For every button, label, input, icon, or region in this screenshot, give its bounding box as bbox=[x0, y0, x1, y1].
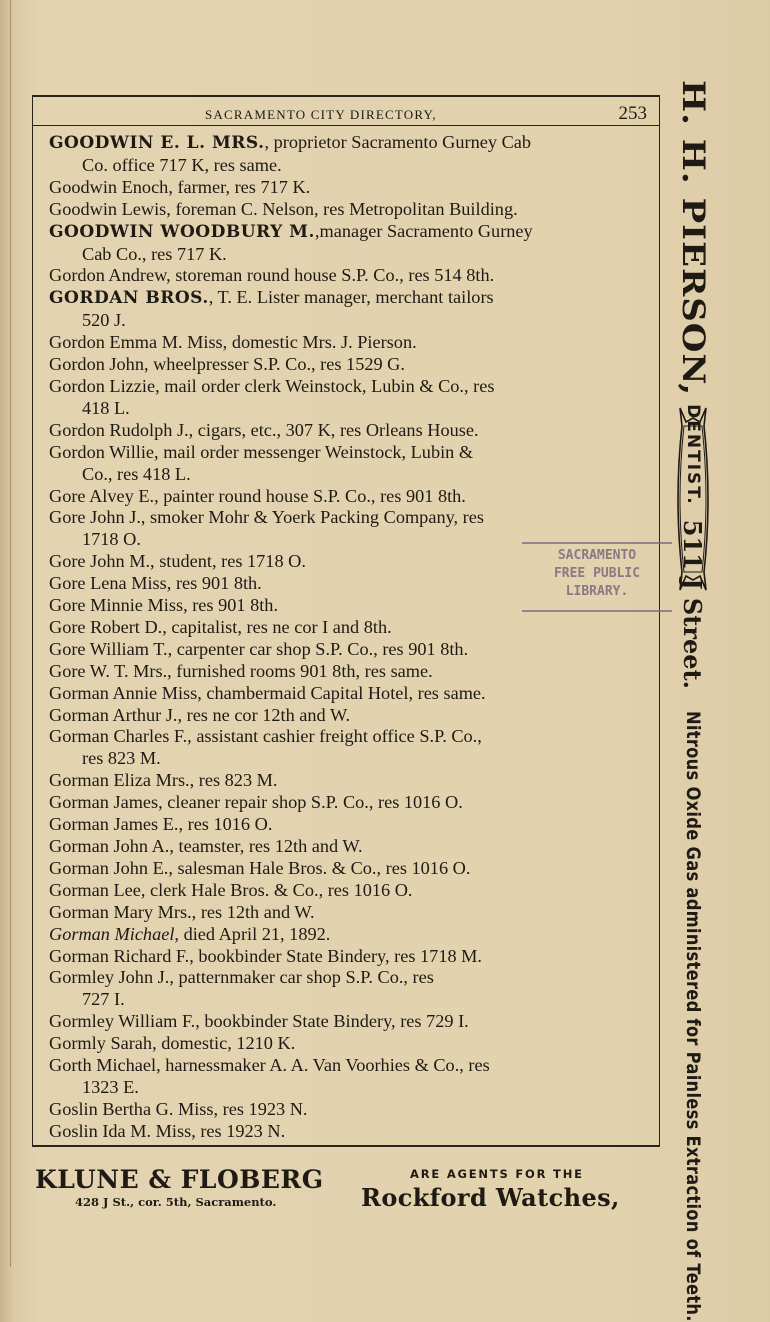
directory-entry bbox=[49, 705, 647, 727]
entry-name: Gordon John bbox=[49, 354, 144, 375]
entry-name: Goodwin Lewis bbox=[49, 198, 167, 219]
entry-continuation: 418 L. bbox=[82, 397, 130, 418]
entry-name: Gorman Richard F. bbox=[49, 945, 190, 966]
entry-details: , painter round house S.P. Co., res 901 8th. bbox=[154, 485, 466, 506]
entry-name: Gore John M. bbox=[49, 551, 151, 572]
entry-details: , res 901 8th. bbox=[166, 573, 262, 594]
entry-details: , res 901 8th. bbox=[183, 595, 279, 616]
directory-entry bbox=[49, 924, 647, 946]
entry-details: ,manager Sacramento Gurney bbox=[314, 220, 533, 241]
entry-details: , res 1923 N. bbox=[213, 1098, 308, 1119]
page-edge bbox=[10, 0, 11, 1267]
ad-firm-address: 428 J St., cor. 5th, Sacramento. bbox=[75, 1195, 277, 1209]
entry-details: , farmer, res 717 K. bbox=[168, 176, 311, 197]
entry-continuation: Co. office 717 K, res same. bbox=[82, 154, 282, 175]
entry-details: , res 823 M. bbox=[189, 770, 278, 791]
directory-entry bbox=[49, 1055, 647, 1099]
entry-details: , foreman C. Nelson, res Metropolitan Building. bbox=[166, 198, 518, 219]
entry-name: Goodwin Enoch bbox=[49, 176, 169, 197]
entry-details: , died April 21, 1892. bbox=[174, 923, 331, 944]
directory-entry bbox=[49, 683, 647, 705]
directory-entry bbox=[49, 199, 647, 221]
directory-entry bbox=[49, 814, 647, 836]
entry-name: Goslin Ida M. Miss bbox=[49, 1120, 192, 1141]
entry-name: Gore William T. bbox=[49, 638, 168, 659]
entry-name: GORDAN BROS. bbox=[49, 288, 209, 309]
entry-details: , furnished rooms 901 8th, res same. bbox=[167, 660, 433, 681]
entry-details: , res 1923 N. bbox=[191, 1120, 286, 1141]
entry-name: Gordon Andrew bbox=[49, 265, 167, 286]
entry-continuation: 1323 E. bbox=[82, 1076, 139, 1097]
page-title: SACRAMENTO CITY DIRECTORY, bbox=[205, 107, 437, 122]
directory-entry bbox=[49, 792, 647, 814]
directory-entry bbox=[49, 376, 647, 420]
stamp-line: FREE PUBLIC bbox=[553, 566, 641, 581]
banner-text: DENTIST. bbox=[683, 404, 703, 506]
entry-details: , assistant cashier freight office S.P. Co., bbox=[187, 726, 482, 747]
dentist-banner bbox=[676, 404, 710, 506]
bottom-advertisement bbox=[35, 1163, 675, 1223]
directory-entry bbox=[49, 946, 647, 968]
entry-details: , res ne cor 12th and W. bbox=[177, 704, 351, 725]
entry-details: , T. E. Lister manager, merchant tailors bbox=[208, 287, 494, 308]
entry-details: , student, res 1718 O. bbox=[150, 551, 306, 572]
entry-name: Gorman Mary Mrs. bbox=[49, 901, 192, 922]
entry-details: , proprietor Sacramento Gurney Cab bbox=[264, 132, 532, 152]
entry-details: , chambermaid Capital Hotel, res same. bbox=[197, 682, 486, 703]
entry-name: Gordon Emma M. Miss bbox=[49, 332, 223, 353]
entry-name: Gorman Michael bbox=[49, 923, 175, 944]
directory-entry bbox=[49, 177, 647, 199]
directory-entry bbox=[49, 858, 647, 880]
entry-details: , cigars, etc., 307 K, res Orleans House. bbox=[188, 419, 479, 440]
entry-name: Goslin Bertha G. Miss bbox=[49, 1098, 214, 1119]
entry-details: , wheelpresser S.P. Co., res 1529 G. bbox=[143, 354, 405, 375]
directory-entry bbox=[49, 880, 647, 902]
stamp-line: SACRAMENTO bbox=[557, 548, 637, 563]
directory-entry bbox=[49, 1099, 647, 1121]
entry-name: Gore Robert D. bbox=[49, 616, 163, 637]
entry-details: , res 12th and W. bbox=[191, 901, 315, 922]
ad-firm-name: KLUNE & FLOBERG bbox=[35, 1165, 324, 1194]
entry-name: Gorman John A. bbox=[49, 836, 170, 856]
directory-entry bbox=[49, 287, 647, 332]
entry-name: Gorman Annie Miss bbox=[49, 682, 198, 703]
library-stamp bbox=[522, 542, 672, 612]
directory-entry bbox=[49, 1011, 647, 1033]
entry-name: GOODWIN WOODBURY M. bbox=[49, 221, 315, 242]
entry-name: Gore Lena Miss bbox=[49, 573, 167, 594]
entry-details: , mail order messenger Weinstock, Lubin & bbox=[154, 441, 474, 462]
directory-entry bbox=[49, 726, 647, 770]
entry-name: Gore W. T. Mrs. bbox=[49, 660, 168, 681]
entry-name: Gordon Willie bbox=[49, 441, 155, 462]
page-number: 253 bbox=[618, 103, 647, 124]
entry-continuation: Cab Co., res 717 K. bbox=[82, 243, 227, 264]
entry-name: Gormly Sarah bbox=[49, 1033, 153, 1054]
entry-details: , smoker Mohr & Yoerk Packing Company, res bbox=[140, 507, 484, 528]
entry-details: , bookbinder State Bindery, res 1718 M. bbox=[189, 945, 482, 966]
entry-name: Gormley William F. bbox=[49, 1011, 196, 1032]
entry-details: , domestic, 1210 K. bbox=[152, 1033, 296, 1054]
entry-name: Gordon Rudolph J. bbox=[49, 419, 189, 440]
directory-entry bbox=[49, 1121, 647, 1143]
entry-name: Gorman James bbox=[49, 792, 159, 813]
entry-name: Gorman John E. bbox=[49, 857, 169, 878]
dentist-slogan: Nitrous Oxide Gas administered for Painless Extraction of Teeth. bbox=[682, 710, 704, 1322]
entry-name: Gore John J. bbox=[49, 507, 141, 528]
ad-product-name: Rockford Watches, bbox=[361, 1183, 620, 1212]
entry-name: Gorth Michael bbox=[49, 1055, 157, 1076]
directory-entry bbox=[49, 486, 647, 508]
entry-continuation: 727 I. bbox=[82, 989, 125, 1010]
directory-entry bbox=[49, 420, 647, 442]
directory-entry bbox=[49, 902, 647, 924]
entry-details: , patternmaker car shop S.P. Co., res bbox=[169, 967, 434, 988]
dentist-address: 511 J Street. bbox=[678, 519, 708, 689]
entry-name: GOODWIN E. L. MRS. bbox=[49, 133, 265, 153]
entry-name: Gore Alvey E. bbox=[49, 485, 155, 506]
entry-continuation: res 823 M. bbox=[82, 748, 161, 769]
entry-details: , cleaner repair shop S.P. Co., res 1016 O. bbox=[158, 792, 463, 813]
directory-entry bbox=[49, 639, 647, 661]
ad-agents-line: ARE AGENTS FOR THE bbox=[410, 1167, 584, 1181]
directory-entry bbox=[49, 354, 647, 376]
directory-entry bbox=[49, 132, 647, 177]
entry-details: , teamster, res 12th and W. bbox=[169, 836, 363, 856]
directory-frame bbox=[32, 95, 660, 1147]
dentist-name: H. H. PIERSON, bbox=[675, 80, 711, 397]
directory-entries bbox=[49, 132, 647, 1143]
entry-name: Gorman Lee bbox=[49, 879, 141, 900]
stamp-line: LIBRARY. bbox=[565, 584, 629, 599]
side-advertisement bbox=[668, 80, 718, 1322]
entry-name: Gorman James E. bbox=[49, 814, 179, 835]
entry-name: Gorman Arthur J. bbox=[49, 704, 178, 725]
entry-details: , harnessmaker A. A. Van Voorhies & Co., res bbox=[156, 1055, 490, 1076]
entry-name: Gordon Lizzie bbox=[49, 375, 156, 396]
directory-entry bbox=[49, 1033, 647, 1055]
entry-continuation: 1718 O. bbox=[82, 529, 141, 550]
entry-name: Gorman Charles F. bbox=[49, 726, 188, 747]
directory-entry bbox=[49, 442, 647, 486]
running-header bbox=[33, 101, 659, 126]
entry-details: , capitalist, res ne cor I and 8th. bbox=[162, 616, 392, 637]
entry-name: Gormley John J. bbox=[49, 967, 170, 988]
directory-entry bbox=[49, 221, 647, 266]
entry-details: , res 1016 O. bbox=[178, 814, 273, 835]
directory-entry bbox=[49, 617, 647, 639]
entry-details: , domestic Mrs. J. Pierson. bbox=[222, 332, 417, 353]
directory-entry bbox=[49, 332, 647, 354]
directory-entry bbox=[49, 967, 647, 1011]
directory-entry bbox=[49, 836, 647, 858]
entry-details: , salesman Hale Bros. & Co., res 1016 O. bbox=[168, 857, 471, 878]
entry-details: , storeman round house S.P. Co., res 514 8th. bbox=[166, 265, 495, 286]
entry-continuation: Co., res 418 L. bbox=[82, 463, 191, 484]
entry-details: , carpenter car shop S.P. Co., res 901 8th. bbox=[167, 638, 469, 659]
entry-continuation: 520 J. bbox=[82, 310, 126, 331]
directory-entry bbox=[49, 770, 647, 792]
entry-details: , mail order clerk Weinstock, Lubin & Co., res bbox=[155, 375, 495, 396]
entry-details: , clerk Hale Bros. & Co., res 1016 O. bbox=[140, 879, 413, 900]
directory-entry bbox=[49, 265, 647, 287]
entry-name: Gore Minnie Miss bbox=[49, 595, 184, 616]
entry-name: Gorman Eliza Mrs. bbox=[49, 770, 190, 791]
entry-details: , bookbinder State Bindery, res 729 I. bbox=[195, 1011, 469, 1032]
directory-entry bbox=[49, 661, 647, 683]
